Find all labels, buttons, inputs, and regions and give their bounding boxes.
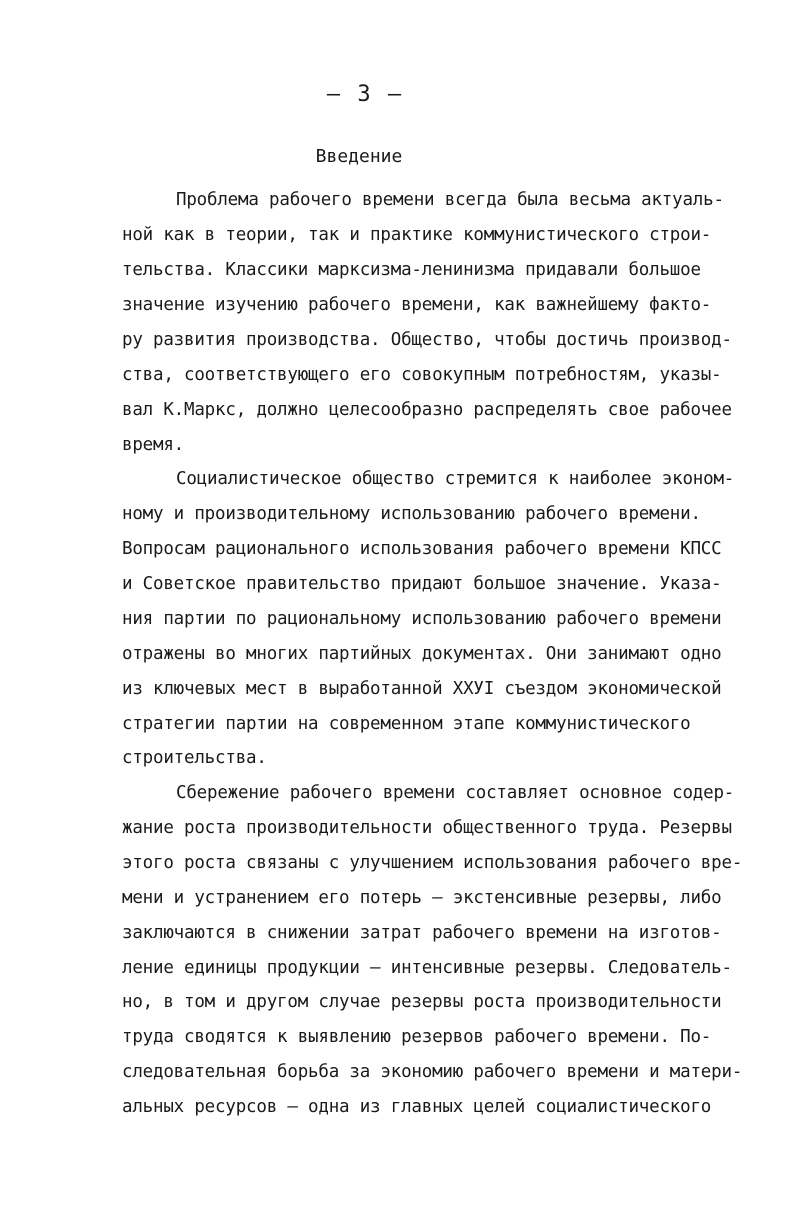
text-line: и Советское правительство придают большое значение. Указа- — [122, 574, 722, 594]
page-number: – 3 – — [326, 82, 404, 107]
text-line: тельства. Классики марксизма-ленинизма придавали большое — [122, 260, 701, 280]
text-line: ства, соответствующего его совокупным потребностям, указы- — [122, 365, 722, 385]
text-line: альных ресурсов – одна из главных целей социалистического — [122, 1097, 712, 1117]
text-line: жание роста производительности общественного труда. Резервы — [122, 818, 732, 838]
text-line: ной как в теории, так и практике коммунистического строи- — [122, 225, 712, 245]
text-line: следовательная борьба за экономию рабочего времени и матери- — [122, 1062, 743, 1082]
text-line: Социалистическое общество стремится к наиболее эконом- — [176, 469, 735, 489]
text-line: время. — [122, 435, 185, 455]
text-line: Вопросам рационального использования рабочего времени КПСС — [122, 539, 722, 559]
section-heading: Введение — [315, 146, 403, 167]
text-line: отражены во многих партийных документах. Они занимают одно — [122, 644, 722, 664]
text-line: этого роста связаны с улучшением использования рабочего вре- — [122, 853, 743, 873]
text-line: из ключевых мест в выработанной ХХУI съездом экономической — [122, 679, 722, 699]
text-line: ление единицы продукции – интенсивные резервы. Следователь- — [122, 958, 732, 978]
text-line: ному и производительному использованию рабочего времени. — [122, 504, 701, 524]
text-line: ния партии по рациональному использованию рабочего времени — [122, 609, 722, 629]
text-line: стратегии партии на современном этапе коммунистического — [122, 714, 691, 734]
text-line: но, в том и другом случае резервы роста производительности — [122, 992, 722, 1012]
text-line: Проблема рабочего времени всегда была весьма актуаль- — [176, 190, 724, 210]
text-line: заключаются в снижении затрат рабочего времени на изготов- — [122, 923, 722, 943]
text-line: мени и устранением его потерь – экстенсивные резервы, либо — [122, 888, 722, 908]
text-line: Сбережение рабочего времени составляет основное содер- — [176, 783, 735, 803]
text-line: строительства. — [122, 748, 267, 768]
text-line: вал К.Маркс, должно целесообразно распределять свое рабочее — [122, 400, 732, 420]
text-line: труда сводятся к выявлению резервов рабочего времени. По- — [122, 1027, 712, 1047]
text-line: ру развития производства. Общество, чтобы достичь производ- — [122, 330, 732, 350]
text-line: значение изучению рабочего времени, как важнейшему факто- — [122, 295, 712, 315]
